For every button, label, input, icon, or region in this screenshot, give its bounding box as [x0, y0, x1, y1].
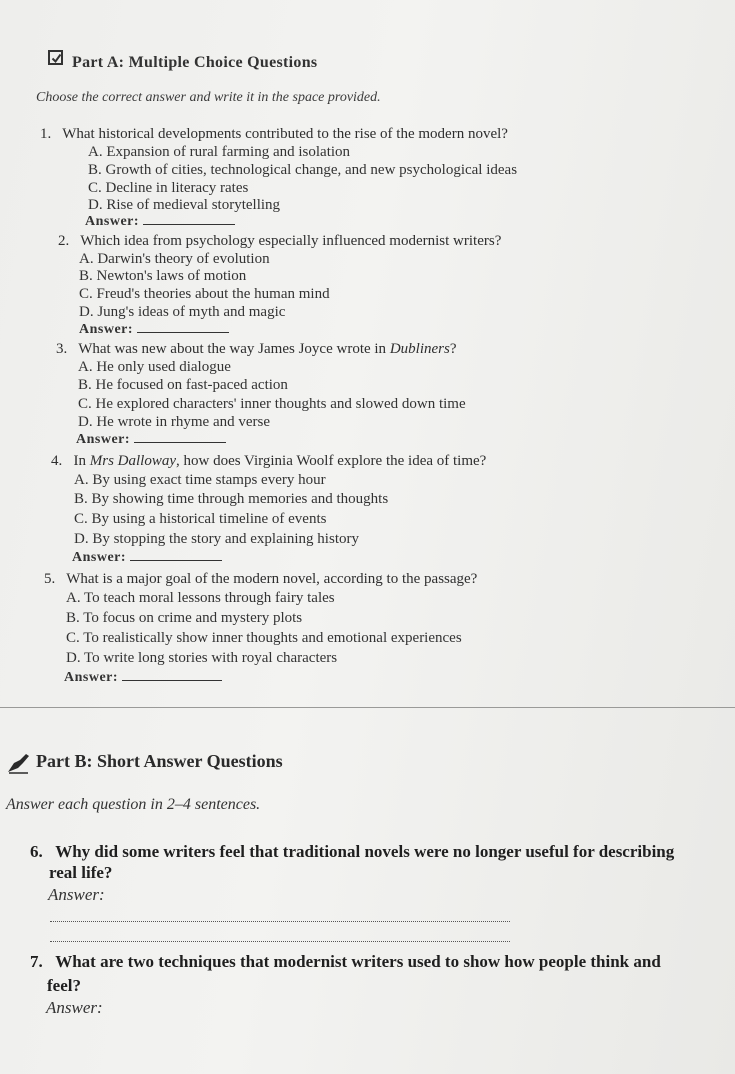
option-5c: C. To realistically show inner thoughts and emotional experiences: [66, 630, 462, 646]
question-text: What was new about the way James Joyce wrote in: [78, 341, 390, 357]
question-number: 7.: [30, 952, 43, 971]
answer-1: [85, 214, 235, 230]
section-divider: [0, 707, 735, 708]
question-1: [40, 126, 508, 143]
part-a-instructions: Choose the correct answer and write it in the space provided.: [36, 90, 381, 105]
option-3c: C. He explored characters' inner thoughts and slowed down time: [78, 396, 466, 412]
question-number: 3.: [56, 341, 68, 357]
answer-label: Answer:: [72, 550, 127, 565]
option-1c: C. Decline in literacy rates: [88, 180, 249, 196]
part-a-title: Part A: Multiple Choice Questions: [72, 54, 318, 71]
question-6: [30, 842, 674, 862]
question-7: [30, 952, 661, 972]
option-4b: B. By showing time through memories and thoughts: [74, 491, 389, 507]
option-4c: C. By using a historical timeline of events: [74, 511, 327, 527]
question-number: 4.: [51, 453, 63, 469]
question-5: [44, 571, 477, 588]
option-1d: D. Rise of medieval storytelling: [88, 197, 281, 213]
question-text: Why did some writers feel that traditional novels were no longer useful for describing: [55, 842, 675, 861]
question-2: [58, 233, 501, 250]
option-2b: B. Newton's laws of motion: [79, 268, 247, 284]
question-text: What historical developments contributed to the rise of the modern novel?: [62, 126, 508, 142]
question-6-line2: real life?: [49, 863, 113, 882]
option-3d: D. He wrote in rhyme and verse: [78, 414, 271, 430]
option-1b: B. Growth of cities, technological change, and new psychological ideas: [88, 162, 518, 178]
question-7-line2: feel?: [47, 976, 81, 995]
option-4a: A. By using exact time stamps every hour: [74, 472, 326, 488]
answer-label: Answer:: [85, 214, 140, 229]
question-text: What are two techniques that modernist writers used to show how people think and: [55, 952, 661, 971]
question-text: Which idea from psychology especially influenced modernist writers?: [80, 233, 502, 249]
question-text: In: [73, 453, 90, 469]
question-number: 2.: [58, 233, 70, 249]
book-title: Dubliners: [389, 341, 450, 357]
answer-5: [64, 670, 222, 686]
option-3a: A. He only used dialogue: [78, 359, 231, 375]
answer-blank[interactable]: [137, 331, 229, 333]
checkbox-icon: [48, 50, 63, 65]
option-3b: B. He focused on fast-paced action: [78, 377, 288, 393]
option-2d: D. Jung's ideas of myth and magic: [79, 304, 286, 320]
answer-7-label: Answer:: [46, 998, 103, 1017]
answer-blank[interactable]: [143, 223, 235, 225]
answer-blank[interactable]: [130, 559, 222, 561]
part-b-instructions: Answer each question in 2–4 sentences.: [6, 796, 261, 813]
answer-blank[interactable]: [122, 679, 222, 681]
option-5b: B. To focus on crime and mystery plots: [66, 610, 303, 626]
question-3: [56, 341, 456, 358]
question-text: What is a major goal of the modern novel, according to the passage?: [66, 571, 478, 587]
part-b-title: Part B: Short Answer Questions: [36, 751, 283, 771]
writing-hand-icon: [6, 752, 32, 779]
option-2a: A. Darwin's theory of evolution: [79, 251, 270, 267]
option-4d: D. By stopping the story and explaining history: [74, 531, 359, 547]
option-1a: A. Expansion of rural farming and isolation: [88, 144, 351, 160]
question-number: 5.: [44, 571, 56, 587]
question-text-end: , how does Virginia Woolf explore the idea of time?: [176, 453, 487, 469]
answer-label: Answer:: [76, 432, 131, 447]
option-2c: C. Freud's theories about the human mind: [79, 286, 330, 302]
answer-3: [76, 432, 226, 448]
question-4: [51, 453, 486, 470]
book-title: Mrs Dalloway: [89, 453, 176, 469]
answer-label: Answer:: [64, 670, 119, 685]
question-text-end: ?: [449, 341, 457, 357]
answer-6-label: Answer:: [48, 885, 105, 904]
answer-6-line-2[interactable]: [50, 940, 510, 942]
question-number: 6.: [30, 842, 43, 861]
answer-2: [79, 322, 229, 338]
option-5d: D. To write long stories with royal characters: [66, 650, 338, 666]
answer-label: Answer:: [79, 322, 134, 337]
answer-blank[interactable]: [134, 441, 226, 443]
option-5a: A. To teach moral lessons through fairy tales: [66, 590, 335, 606]
question-number: 1.: [40, 126, 52, 142]
answer-4: [72, 550, 222, 566]
answer-6-line-1[interactable]: [50, 920, 510, 922]
